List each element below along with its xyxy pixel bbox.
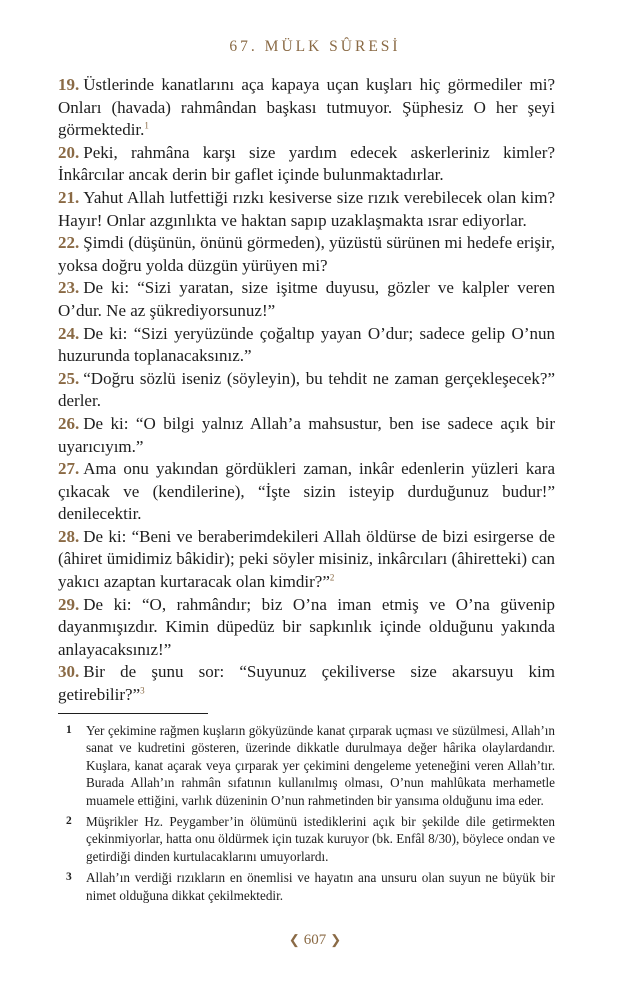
footnote [58,869,555,904]
verse-number: 23. [58,278,80,298]
footnote-number: 3 [66,871,72,884]
verse-text: “Doğru sözlü iseniz (söyleyin), bu tehdit ne zaman gerçekleşecek?” derler. [58,368,555,411]
verse [58,413,555,458]
footnote-text: Allah’ın verdiği rızıkların en önemlisi ve hayatın ana unsuru olan suyun ne büyük bir nimet olduğuna dikkat çekilmektedir. [86,870,555,903]
footnote-ref[interactable]: 2 [329,572,335,583]
verse [58,277,555,322]
verse [58,594,555,662]
verse-text: De ki: “Sizi yaratan, size işitme duyusu, gözler ve kalpler veren O’dur. Ne az şükrediyorsunuz!” [58,278,555,320]
verse [58,661,555,706]
verse-text: Peki, rahmâna karşı size yardım edecek askerleriniz kimler? İnkârcılar ancak derin bir gaflet içinde bulunmaktadırlar. [58,142,555,185]
page-header: 67. MÜLK SÛRESİ [229,38,401,55]
verse-number: 24. [58,323,80,343]
verse-number: 27. [58,459,80,479]
verse [58,323,555,368]
verse-text: Yahut Allah lutfettiği rızkı kesiverse size rızık verebilecek olan kim? Hayır! Onlar azgınlıkta ve haktan sapıp uzaklaşmakta ısrar ediyorlar. [58,187,555,230]
verse [58,232,555,277]
verse [58,458,555,526]
footnote-text: Yer çekimine rağmen kuşların gökyüzünde kanat çırparak uçması ve süzülmesi, Allah’ın sanat ve kudretini gösteren, üzerinde dikkatle durulmaya değer hârika olaylardandır. Kuşlara, kanat açarak veya çırparak yer çekimini dengeleme yeteneğini veren Allah’tır. Burada Allah’ın rahmân sıfatının kullanılmış olması, O’nun mahlûkata merhametle muamele ettiğini, varlık düzeninin O’nun rahmetinden bir yansıma olduğunu ima eder. [86,723,555,808]
left-ornament-icon: ❮ [288,932,300,947]
footnote-ref[interactable]: 1 [144,120,149,131]
verse-text: De ki: “O, rahmândır; biz O’na iman etmiş ve O’na güvenip dayanmışızdır. Kimin düpedüz bir sapkınlık içinde olduğunu yakında anlayacaksınız!” [58,594,555,659]
verse [58,142,555,187]
right-ornament-icon: ❯ [330,932,342,947]
verse-text: De ki: “Beni ve beraberimdekileri Allah öldürse de bizi esirgerse de (âhiret ümidimiz bâkidir); peki söyler misiniz, inkârcıları (âhiretteki) can yakıcı azaptan kurtaracak olan kimdir?” [58,526,555,592]
verse-text: De ki: “Sizi yeryüzünde çoğaltıp yayan O’dur; sadece gelip O’nun huzurunda toplanacaksınız.” [58,323,555,366]
verse-number: 19. [58,75,80,94]
verse-number: 21. [58,187,80,207]
footnote-number: 2 [66,815,72,828]
footnote-list [58,722,555,908]
verse-text: De ki: “O bilgi yalnız Allah’a mahsustur, ben ise sadece açık bir uyarıcıyım.” [58,413,555,456]
footnote-divider [58,713,208,714]
verse [58,187,555,232]
verse-number: 29. [58,594,80,614]
verse-text: Ama onu yakından gördükleri zaman, inkâr edenlerin yüzleri kara çıkacak ve (kendilerine), “İşte sizin isteyip durduğunuz budur!” denilecektir. [58,459,555,524]
verse-number: 28. [58,526,80,546]
footnote-number: 1 [66,724,72,736]
verse-number: 20. [58,142,80,162]
verse-text: Üstlerinde kanatlarını aça kapaya uçan kuşları hiç görmediler mi? Onları (havada) rahmândan başkası tutmuyor. Şüphesiz O her şeyi görmektedir. [58,75,555,140]
footnote-text: Müşrikler Hz. Peygamber’in ölümünü istediklerini açık bir şekilde dile getirmekten çekinmiyorlar, hatta onu öldürmek için tuzak kuruyor (bk. Enfâl 8/30), böylece ondan ve getirdiği dinden kurtulacaklarını umuyorlardı. [86,814,555,864]
verse-number: 30. [58,662,80,682]
verse-list [58,74,555,707]
footnote [58,813,555,865]
footnote-ref[interactable]: 3 [140,685,145,696]
verse [58,368,555,413]
page-footer [0,932,630,949]
verse-text: Bir de şunu sor: “Suyunuz çekiliverse size akarsuyu kim getirebilir?” [58,662,555,705]
verse [58,526,555,594]
verse [58,74,555,142]
verse-number: 25. [58,368,80,388]
page-number: 607 [303,932,327,948]
footnote [58,722,555,809]
verse-number: 26. [58,413,80,433]
verse-number: 22. [58,233,80,253]
verse-text: Şimdi (düşünün, önünü görmeden), yüzüstü sürünen mi hedefe erişir, yoksa doğru yolda düzgün yürüyen mi? [58,233,555,275]
